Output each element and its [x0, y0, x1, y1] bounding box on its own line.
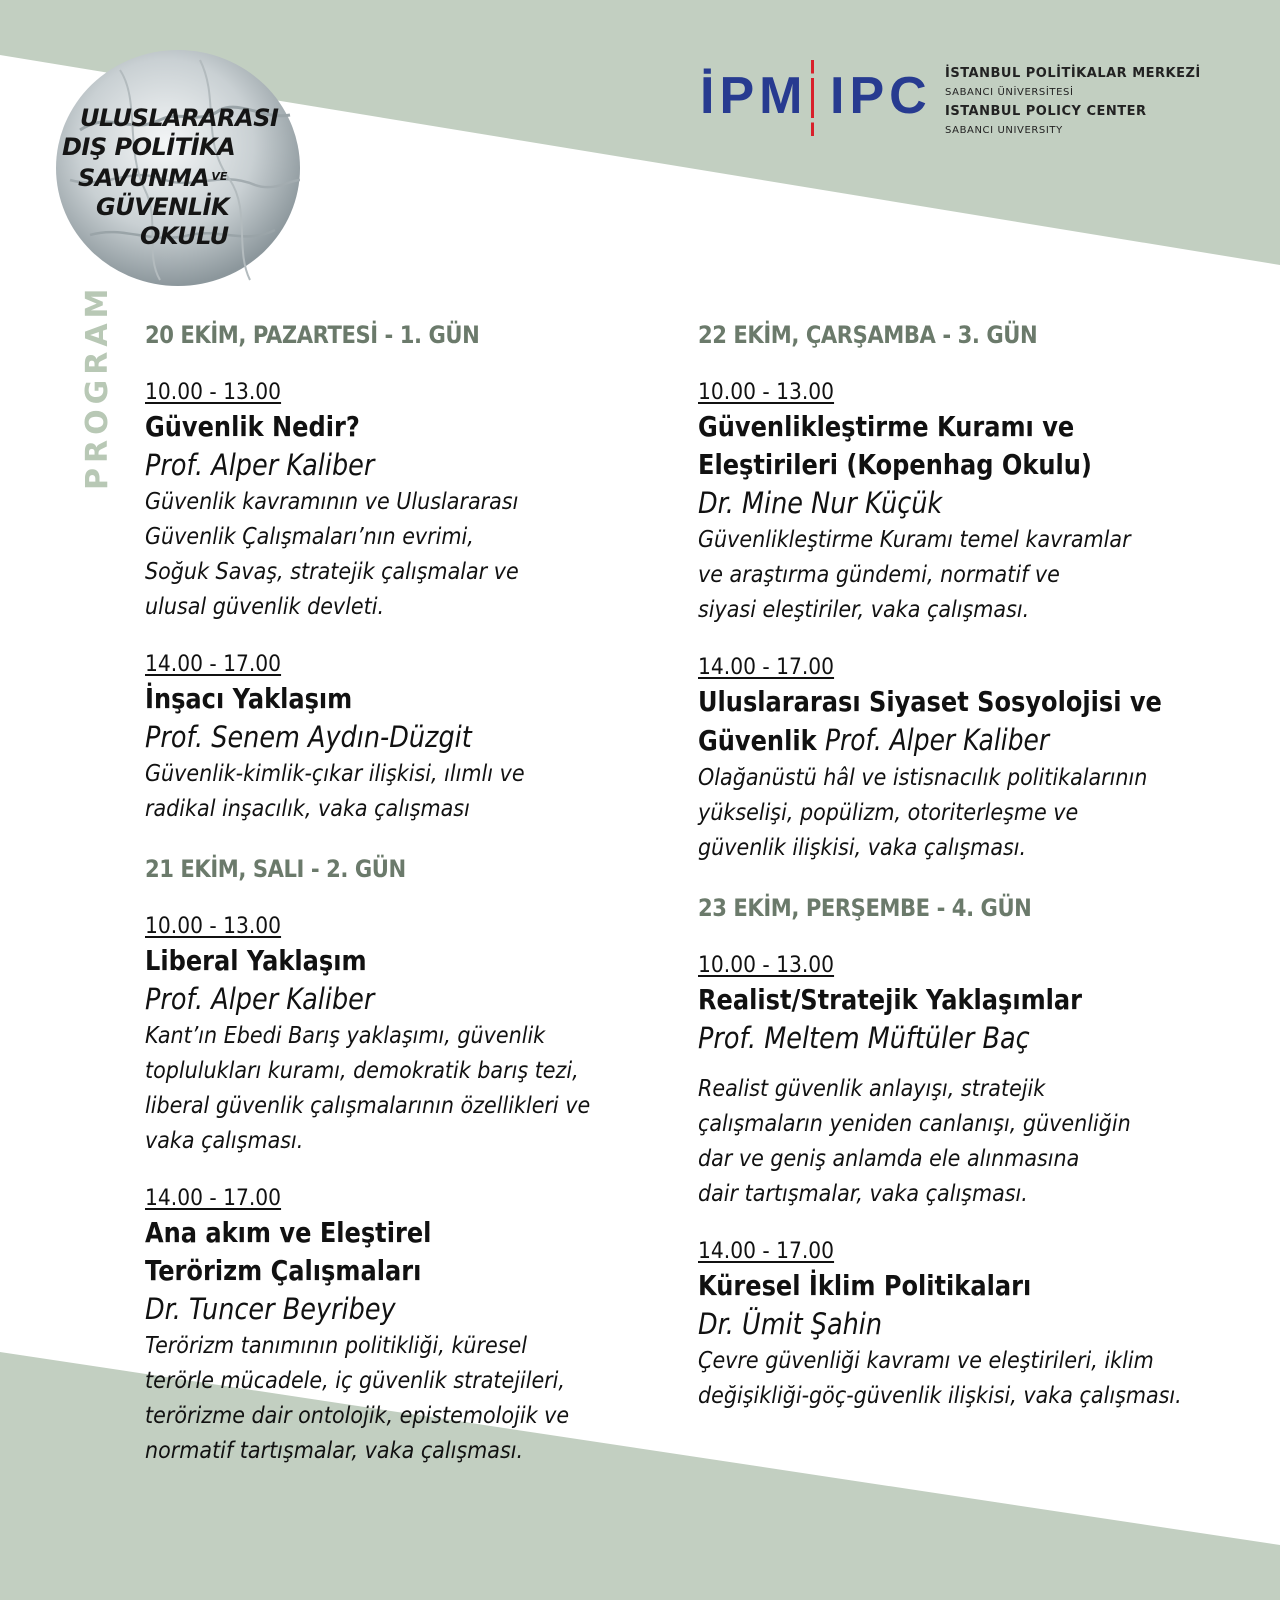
session-speaker: Prof. Alper Kaliber [824, 723, 1050, 757]
session-desc-line: yükselişi, popülizm, otoriterleşme ve [698, 798, 1079, 826]
day-heading: 23 EKİM, PERŞEMBE - 4. GÜN [698, 894, 1032, 922]
session-title: Ana akım ve Eleştirel [145, 1216, 432, 1249]
program-label: PROGRAM [80, 283, 115, 490]
session-desc-line: Realist güvenlik anlayışı, stratejik [698, 1074, 1046, 1102]
session-title: Küresel İklim Politikaları [698, 1269, 1032, 1302]
session-desc-line: çalışmaların yeniden canlanışı, güvenliğin [698, 1109, 1131, 1137]
ipm-name-en: ISTANBUL POLICY CENTER [945, 104, 1147, 119]
school-logo-savunma: SAVUNMA [78, 164, 210, 192]
session [698, 951, 1258, 1211]
school-logo-line-5: OKULU [140, 222, 229, 250]
school-logo-title [62, 104, 302, 251]
school-logo-ve: VE [211, 170, 228, 183]
session-desc-line: ulusal güvenlik devleti. [145, 592, 385, 620]
session-speaker: Prof. Alper Kaliber [145, 982, 375, 1016]
session-desc-line: toplulukları kuramı, demokratik barış tezi, [145, 1056, 579, 1084]
session [698, 378, 1258, 627]
session-speaker: Prof. Senem Aydın-Düzgit [145, 720, 472, 754]
session [145, 912, 675, 1158]
session-title: Realist/Stratejik Yaklaşımlar [698, 983, 1083, 1016]
session-time: 14.00 - 17.00 [145, 652, 282, 677]
session-title-part: Güvenlik [698, 724, 817, 757]
program-column-left [145, 318, 675, 1494]
session-desc-line: Güvenlik Çalışmaları’nın evrimi, [145, 522, 474, 550]
session-speaker: Dr. Ümit Şahin [698, 1307, 883, 1341]
session-title: Güvenlik Nedir? [145, 410, 360, 443]
session-desc-line: Güvenlik kavramının ve Uluslararası [145, 487, 519, 515]
ipm-info [945, 64, 1201, 140]
school-logo-line-4: GÜVENLİK [96, 193, 230, 221]
ipm-uni-tr: SABANCI ÜNİVERSİTESİ [945, 87, 1074, 98]
session-desc-line: terörizme dair ontolojik, epistemolojik ve [145, 1401, 570, 1429]
session-time: 14.00 - 17.00 [145, 1186, 282, 1211]
session-desc-line: Çevre güvenliği kavramı ve eleştirileri, iklim [698, 1346, 1154, 1374]
session [145, 1184, 675, 1468]
session-time: 10.00 - 13.00 [698, 953, 835, 978]
session-desc-line: normatif tartışmalar, vaka çalışması. [145, 1436, 524, 1464]
session-speaker: Prof. Alper Kaliber [145, 448, 375, 482]
session-desc-line: Güvenlik-kimlik-çıkar ilişkisi, ılımlı ve [145, 759, 525, 787]
session-desc-line: Soğuk Savaş, stratejik çalışmalar ve [145, 557, 519, 585]
session-desc-line: liberal güvenlik çalışmalarının özellikleri ve [145, 1091, 591, 1119]
session-desc-line: Güvenlikleştirme Kuramı temel kavramlar [698, 525, 1131, 553]
day-heading: 22 EKİM, ÇARŞAMBA - 3. GÜN [698, 321, 1038, 349]
school-logo-line-1: ULUSLARARASI [80, 104, 279, 132]
session-title-with-speaker [698, 721, 1180, 760]
session-title: Terörizm Çalışmaları [145, 1254, 422, 1287]
session-desc-line: vaka çalışması. [145, 1126, 304, 1154]
session-title: İnşacı Yaklaşım [145, 682, 353, 715]
session-desc-line: güvenlik ilişkisi, vaka çalışması. [698, 833, 1027, 861]
day-heading: 21 EKİM, SALI - 2. GÜN [145, 855, 406, 883]
ipm-logo-left: İPM [700, 67, 808, 125]
session-time: 10.00 - 13.00 [145, 380, 282, 405]
session-desc-line: terörle mücadele, iç güvenlik stratejileri, [145, 1366, 565, 1394]
session-desc-line: siyasi eleştiriler, vaka çalışması. [698, 595, 1030, 623]
session-time: 14.00 - 17.00 [698, 655, 835, 680]
ipm-logo-separator [811, 60, 814, 136]
session-speaker: Dr. Mine Nur Küçük [698, 486, 943, 520]
session-desc-line: dair tartışmalar, vaka çalışması. [698, 1179, 1028, 1207]
session-speaker: Prof. Meltem Müftüler Baç [698, 1021, 1030, 1055]
day-heading: 20 EKİM, PAZARTESİ - 1. GÜN [145, 321, 480, 349]
session-speaker: Dr. Tuncer Beyribey [145, 1292, 396, 1326]
school-logo-line-2: DIŞ POLİTİKA [62, 133, 236, 161]
session-desc-line: radikal inşacılık, vaka çalışması [145, 794, 470, 822]
session [698, 653, 1258, 865]
program-column-right [698, 318, 1258, 1439]
ipm-uni-en: SABANCI UNIVERSITY [945, 125, 1063, 136]
session-desc-line: dar ve geniş anlamda ele alınmasına [698, 1144, 1080, 1172]
school-logo-line-3 [78, 162, 302, 193]
session-desc-line: değişikliği-göç-güvenlik ilişkisi, vaka çalışması. [698, 1381, 1182, 1409]
session-time: 14.00 - 17.00 [698, 1239, 835, 1264]
session-title: Liberal Yaklaşım [145, 944, 367, 977]
session [698, 1237, 1258, 1413]
session-desc-line: ve araştırma gündemi, normatif ve [698, 560, 1060, 588]
session [145, 378, 675, 624]
session [145, 650, 675, 826]
spacer [698, 1057, 1258, 1071]
session-title: Güvenlikleştirme Kuramı ve [698, 410, 1075, 443]
session-desc-line: Kant’ın Ebedi Barış yaklaşımı, güvenlik [145, 1021, 546, 1049]
session-title: Uluslararası Siyaset Sosyolojisi ve [698, 685, 1162, 718]
session-time: 10.00 - 13.00 [698, 380, 835, 405]
ipm-logo-right: IPC [830, 67, 932, 125]
session-desc-line: Terörizm tanımının politikliği, küresel [145, 1331, 528, 1359]
session-title: Eleştirileri (Kopenhag Okulu) [698, 448, 1092, 481]
ipm-name-tr: İSTANBUL POLİTİKALAR MERKEZİ [945, 66, 1201, 81]
session-time: 10.00 - 13.00 [145, 914, 282, 939]
session-desc-line: Olağanüstü hâl ve istisnacılık politikalarının [698, 763, 1148, 791]
